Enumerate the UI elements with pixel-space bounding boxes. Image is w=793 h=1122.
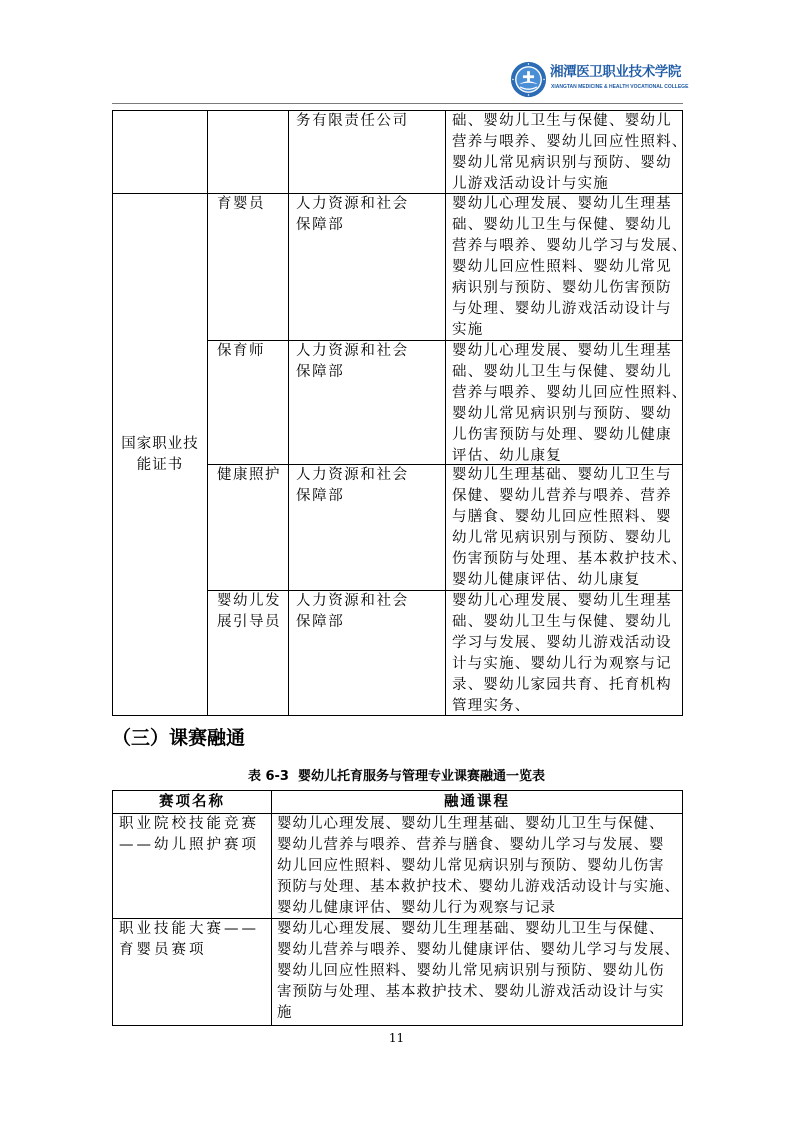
- college-name-en: XIANGTAN MEDICINE & HEALTH VOCATIONAL COLLEGE: [551, 84, 689, 90]
- table-caption: 表 6-3 婴幼儿托育服务与管理专业课赛融通一览表: [247, 769, 546, 784]
- competition-courses-cell: 婴幼儿心理发展、婴幼儿生理基础、婴幼儿卫生与保健、 婴幼儿营养与喂养、婴幼儿健康评估、婴幼儿学习与发展、 婴幼儿回应性照料、婴幼儿常见病识别与预防、婴幼儿伤 害预防与处理、基本救护技术、婴幼儿游戏活动设计与实 施: [271, 918, 683, 1026]
- competition-name-cell: 职业技能大赛—— 育婴员赛项: [112, 918, 272, 1026]
- cert-org-cell: 人力资源和社会 保障部: [288, 193, 446, 341]
- competition-header-courses: 融通课程: [271, 790, 683, 814]
- cert-name-cell: 育婴员: [207, 193, 289, 341]
- page-number: 11: [388, 1031, 405, 1045]
- cert-continuation-category-cell: [112, 110, 208, 194]
- cert-category-cell: 国家职业技 能证书: [112, 193, 208, 716]
- cert-courses-cell: 婴幼儿生理基础、婴幼儿卫生与 保健、婴幼儿营养与喂养、营养 与膳食、婴幼儿回应性照料、婴 幼儿常见病识别与预防、婴幼儿 伤害预防与处理、基本救护技术、 婴幼儿健康评估、幼儿康复: [445, 464, 683, 591]
- header-rule: [112, 103, 683, 104]
- college-name-cn: 湘潭医卫职业技术学院: [550, 64, 681, 80]
- cert-courses-cell: 婴幼儿心理发展、婴幼儿生理基 础、婴幼儿卫生与保健、婴幼儿 营养与喂养、婴幼儿学习与发展、 婴幼儿回应性照料、婴幼儿常见 病识别与预防、婴幼儿伤害预防 与处理、婴幼儿游戏活动设计与 实施: [445, 193, 683, 341]
- competition-name-cell: 职业院校技能竞赛 ——幼儿照护赛项: [112, 813, 272, 919]
- cert-courses-cell: 婴幼儿心理发展、婴幼儿生理基 础、婴幼儿卫生与保健、婴幼儿 学习与发展、婴幼儿游戏活动设 计与实施、婴幼儿行为观察与记 录、婴幼儿家园共育、托育机构 管理实务、: [445, 590, 683, 716]
- cert-name-cell: 保育师: [207, 340, 289, 465]
- college-emblem-icon: [510, 61, 547, 98]
- cert-name-cell: 健康照护: [207, 464, 289, 591]
- competition-header-name: 赛项名称: [112, 790, 272, 814]
- cert-org-cell: 人力资源和社会 保障部: [288, 464, 446, 591]
- cert-continuation-org-cell: 务有限责任公司: [288, 110, 446, 194]
- section-heading: （三）课赛融通: [112, 727, 246, 749]
- cert-org-cell: 人力资源和社会 保障部: [288, 340, 446, 465]
- cert-org-cell: 人力资源和社会 保障部: [288, 590, 446, 716]
- cert-name-cell: 婴幼儿发 展引导员: [207, 590, 289, 716]
- cert-continuation-name-cell: [207, 110, 289, 194]
- cert-courses-cell: 婴幼儿心理发展、婴幼儿生理基 础、婴幼儿卫生与保健、婴幼儿 营养与喂养、婴幼儿回应性照料、 婴幼儿常见病识别与预防、婴幼 儿伤害预防与处理、婴幼儿健康 评估、幼儿康复: [445, 340, 683, 465]
- competition-courses-cell: 婴幼儿心理发展、婴幼儿生理基础、婴幼儿卫生与保健、 婴幼儿营养与喂养、营养与膳食、婴幼儿学习与发展、婴 幼儿回应性照料、婴幼儿常见病识别与预防、婴幼儿伤害 预防与处理、基本救护技术、婴幼儿游戏活动设计与实施、 婴幼儿健康评估、婴幼儿行为观察与记录: [271, 813, 683, 919]
- cert-continuation-courses-cell: 础、婴幼儿卫生与保健、婴幼儿 营养与喂养、婴幼儿回应性照料、 婴幼儿常见病识别与预防、婴幼 儿游戏活动设计与实施: [445, 110, 683, 194]
